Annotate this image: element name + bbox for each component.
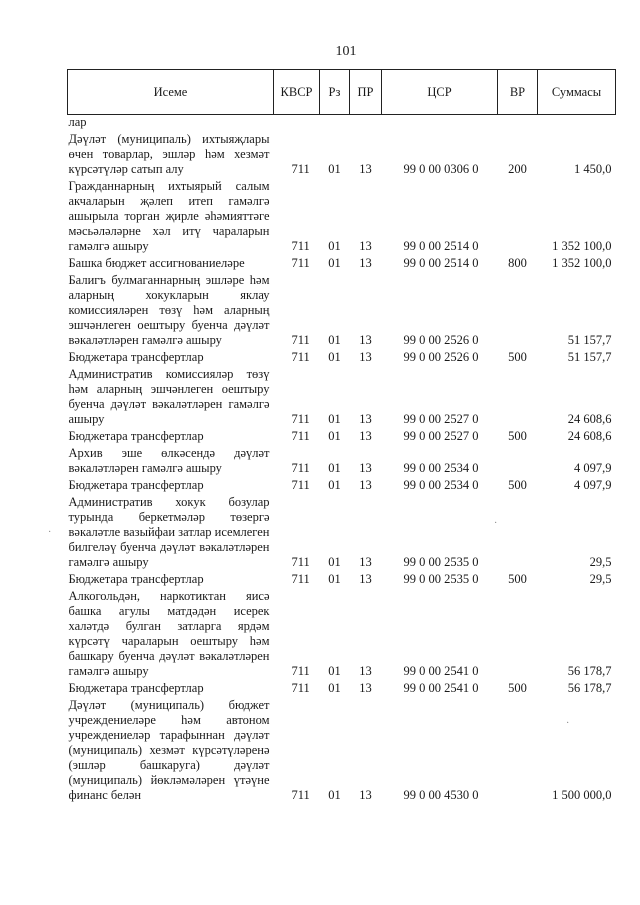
cell-sum: 24 608,6 xyxy=(567,412,612,426)
cell-name xyxy=(68,367,274,429)
table-row xyxy=(68,589,616,681)
cell-csr: 99 0 00 2534 0 xyxy=(403,461,479,475)
header-pr: ПР xyxy=(350,70,382,115)
cell-pr: 13 xyxy=(359,681,372,695)
cell-kvsr: 711 xyxy=(291,256,310,270)
cell-name xyxy=(68,698,274,805)
cell-name xyxy=(68,256,274,273)
cell-csr: 99 0 00 4530 0 xyxy=(403,788,479,802)
cell-vr: 800 xyxy=(508,256,527,270)
row-name-text: Дәүләт (муниципаль) ихтыяҗлары өчен товарлар, эшләр һәм хезмәт күрсәтүләр сатып алу xyxy=(68,132,270,176)
cell-pr: 13 xyxy=(359,555,372,569)
cell-kvsr: 711 xyxy=(291,788,310,802)
row-name-text: Алкогольдән, наркотиктан яисә башка агулы матдәдән исерек халәтдә булган затларга ярдәм күрсәтү чараларын оештыру һәм башкару буенча дәүләт вәкаләтләрен гамәлгә ашыру xyxy=(68,589,270,678)
cell-csr: 99 0 00 2514 0 xyxy=(403,239,479,253)
cell-sum: 51 157,7 xyxy=(567,333,612,347)
table-row xyxy=(68,115,616,133)
table-row xyxy=(68,367,616,429)
cell-kvsr: 711 xyxy=(291,412,310,426)
cell-name xyxy=(68,350,274,367)
cell-kvsr: 711 xyxy=(291,333,310,347)
header-rz: Рз xyxy=(320,70,350,115)
cell-pr: 13 xyxy=(359,239,372,253)
cell-name xyxy=(68,115,274,133)
cell-vr xyxy=(498,495,538,572)
row-name-text: Бюджетара трансфертлар xyxy=(68,681,204,695)
cell-pr: 13 xyxy=(359,412,372,426)
header-name: Исеме xyxy=(68,70,274,115)
row-name-text: Гражданнарның ихтыярый салым акчаларын җәлеп итеп гамәлгә ашырыла торган җирле әһәмияттәге мәсьәләләрне хәл итү чараларын гамәлгә ашыру xyxy=(68,179,270,253)
cell-vr: 500 xyxy=(508,572,527,586)
cell-pr: 13 xyxy=(359,478,372,492)
cell-sum: 4 097,9 xyxy=(574,478,612,492)
cell-vr xyxy=(498,273,538,350)
cell-csr: 99 0 00 2534 0 xyxy=(403,478,479,492)
table-row xyxy=(68,429,616,446)
cell-vr xyxy=(498,446,538,478)
cell-pr: 13 xyxy=(359,664,372,678)
cell-kvsr xyxy=(274,115,320,133)
scan-mark: · xyxy=(48,527,52,538)
cell-rz: 01 xyxy=(328,256,341,270)
cell-vr: 500 xyxy=(508,350,527,364)
cell-sum: 1 500 000,0 xyxy=(552,788,612,802)
cell-name xyxy=(68,273,274,350)
cell-csr: 99 0 00 2514 0 xyxy=(403,256,479,270)
cell-vr: 500 xyxy=(508,478,527,492)
cell-kvsr: 711 xyxy=(291,429,310,443)
cell-sum: 4 097,9 xyxy=(574,461,612,475)
cell-name xyxy=(68,446,274,478)
cell-vr: 500 xyxy=(508,681,527,695)
cell-vr xyxy=(498,367,538,429)
table-row xyxy=(68,350,616,367)
table-row xyxy=(68,273,616,350)
cell-sum: 29,5 xyxy=(589,555,612,569)
cell-name xyxy=(68,179,274,256)
cell-pr: 13 xyxy=(359,788,372,802)
cell-kvsr: 711 xyxy=(291,350,310,364)
cell-csr: 99 0 00 2526 0 xyxy=(403,350,479,364)
cell-rz: 01 xyxy=(328,478,341,492)
cell-csr xyxy=(382,115,498,133)
cell-rz: 01 xyxy=(328,412,341,426)
cell-rz xyxy=(320,115,350,133)
cell-kvsr: 711 xyxy=(291,664,310,678)
cell-sum: 29,5 xyxy=(589,572,612,586)
cell-vr xyxy=(498,179,538,256)
row-name-text: Архив эше өлкәсендә дәүләт вәкаләтләрен гамәлгә ашыру xyxy=(68,446,270,475)
cell-name xyxy=(68,495,274,572)
cell-name xyxy=(68,572,274,589)
table-body xyxy=(68,115,616,806)
cell-sum: 1 352 100,0 xyxy=(552,256,612,270)
row-name-text: Бюджетара трансфертлар xyxy=(68,429,204,443)
table-row xyxy=(68,132,616,179)
row-name-text: Бюджетара трансфертлар xyxy=(68,478,204,492)
cell-csr: 99 0 00 2535 0 xyxy=(403,555,479,569)
row-name-text: Административ хокук бозулар турында беркетмәләр төзергә вәкаләтле вазыйфаи затлар исемлеген билгеләү буенча дәүләт вәкаләтләрен гамәлгә ашыру xyxy=(68,495,270,569)
cell-pr: 13 xyxy=(359,162,372,176)
header-kvsr: КВСР xyxy=(274,70,320,115)
cell-rz: 01 xyxy=(328,239,341,253)
cell-rz: 01 xyxy=(328,788,341,802)
table-row xyxy=(68,698,616,805)
cell-rz: 01 xyxy=(328,664,341,678)
cell-rz: 01 xyxy=(328,429,341,443)
scan-mark: · xyxy=(566,718,570,729)
row-name-text: Административ комиссияләр төзү һәм аларның эшчәнлеген оештыру буенча дәүләт вәкаләтләрен гамәлгә ашыру xyxy=(68,367,270,426)
cell-pr: 13 xyxy=(359,333,372,347)
header-csr: ЦСР xyxy=(382,70,498,115)
table-header xyxy=(68,70,616,115)
cell-pr: 13 xyxy=(359,256,372,270)
cell-kvsr: 711 xyxy=(291,239,310,253)
cell-kvsr: 711 xyxy=(291,555,310,569)
cell-vr xyxy=(498,698,538,805)
cell-csr: 99 0 00 2541 0 xyxy=(403,681,479,695)
cell-name xyxy=(68,478,274,495)
row-name-text: Бюджетара трансфертлар xyxy=(68,350,204,364)
cell-kvsr: 711 xyxy=(291,681,310,695)
cell-kvsr: 711 xyxy=(291,461,310,475)
row-name-text: Дәүләт (муниципаль) бюджет учреждениеләре һәм автоном учреждениеләр тарафыннан дәүләт (муниципаль) хезмәт күрсәтүләренә (эшләр башкаруга) дәүләт (муниципаль) йөкләмәләрен үтәүне финанс белән xyxy=(68,698,270,802)
cell-sum xyxy=(538,115,616,133)
cell-vr: 500 xyxy=(508,429,527,443)
cell-kvsr: 711 xyxy=(291,478,310,492)
cell-pr: 13 xyxy=(359,572,372,586)
cell-rz: 01 xyxy=(328,681,341,695)
cell-csr: 99 0 00 2527 0 xyxy=(403,412,479,426)
table-row xyxy=(68,446,616,478)
cell-csr: 99 0 00 2541 0 xyxy=(403,664,479,678)
cell-sum: 56 178,7 xyxy=(567,681,612,695)
cell-rz: 01 xyxy=(328,555,341,569)
table-row xyxy=(68,478,616,495)
cell-sum: 1 352 100,0 xyxy=(552,239,612,253)
row-name-text: Балигъ булмаганнарның эшләре һәм аларның хокукларын яклау комиссияләрен төзү һәм аларның эшчәнлеген оештыру буенча дәүләт вәкаләтләрен гамәлгә ашыру xyxy=(68,273,270,347)
scan-mark: · xyxy=(494,518,498,529)
cell-name xyxy=(68,589,274,681)
cell-rz: 01 xyxy=(328,162,341,176)
header-vr: ВР xyxy=(498,70,538,115)
cell-vr xyxy=(498,115,538,133)
cell-sum: 1 450,0 xyxy=(574,162,612,176)
cell-vr xyxy=(498,589,538,681)
cell-csr: 99 0 00 2526 0 xyxy=(403,333,479,347)
budget-table xyxy=(67,69,616,805)
table-row xyxy=(68,179,616,256)
cell-pr xyxy=(350,115,382,133)
table-row xyxy=(68,256,616,273)
cell-vr: 200 xyxy=(508,162,527,176)
cell-csr: 99 0 00 0306 0 xyxy=(403,162,479,176)
cell-kvsr: 711 xyxy=(291,162,310,176)
cell-pr: 13 xyxy=(359,429,372,443)
cell-name xyxy=(68,429,274,446)
cell-sum: 51 157,7 xyxy=(567,350,612,364)
row-name-text: Бюджетара трансфертлар xyxy=(68,572,204,586)
cell-name xyxy=(68,681,274,698)
cell-sum: 56 178,7 xyxy=(567,664,612,678)
row-name-text: Башка бюджет ассигнованиеләре xyxy=(68,256,245,270)
cell-pr: 13 xyxy=(359,461,372,475)
cell-rz: 01 xyxy=(328,350,341,364)
cell-csr: 99 0 00 2535 0 xyxy=(403,572,479,586)
table-row xyxy=(68,495,616,572)
cell-rz: 01 xyxy=(328,461,341,475)
cell-pr: 13 xyxy=(359,350,372,364)
cell-rz: 01 xyxy=(328,333,341,347)
table-row xyxy=(68,681,616,698)
cell-kvsr: 711 xyxy=(291,572,310,586)
table-row xyxy=(68,572,616,589)
row-name-text: лар xyxy=(68,115,87,129)
cell-sum: 24 608,6 xyxy=(567,429,612,443)
cell-rz: 01 xyxy=(328,572,341,586)
page-number: 101 xyxy=(335,44,357,59)
cell-name xyxy=(68,132,274,179)
cell-csr: 99 0 00 2527 0 xyxy=(403,429,479,443)
header-sum: Суммасы xyxy=(538,70,616,115)
